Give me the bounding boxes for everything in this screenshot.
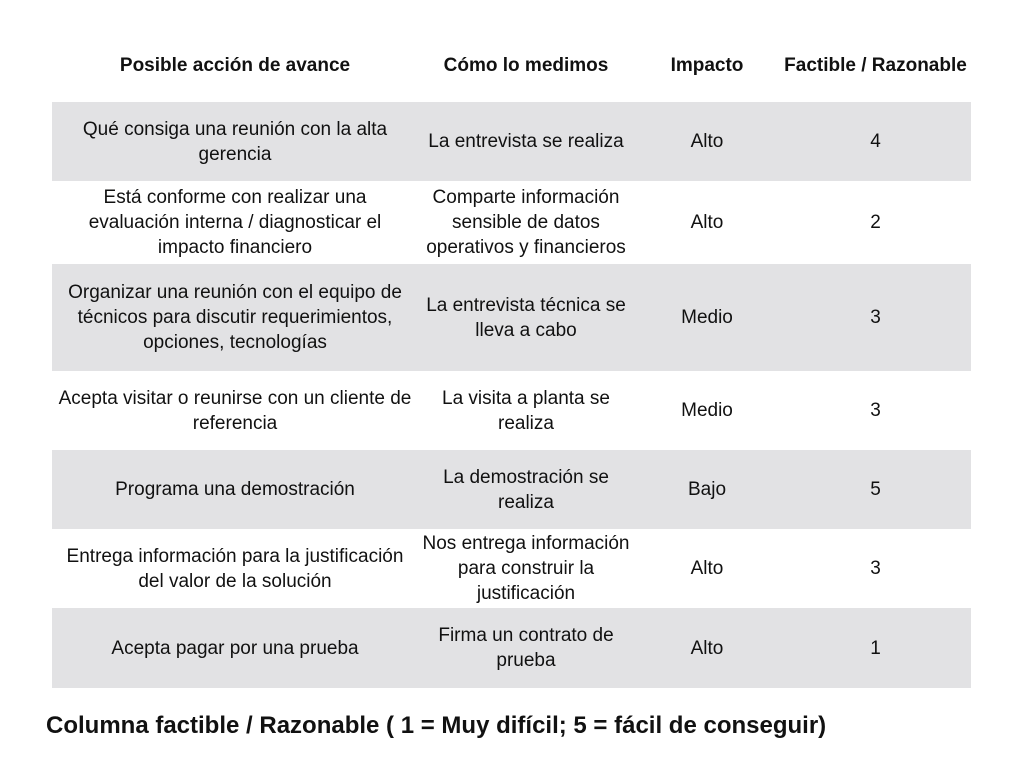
table-row (52, 450, 971, 529)
table-row (52, 608, 971, 688)
cell-factible: 1 (870, 637, 881, 659)
header-accion: Posible acción de avance (119, 54, 351, 76)
cell-factible: 3 (870, 307, 881, 328)
footnote: Columna factible / Razonable ( 1 = Muy difícil; 5 = fácil de conseguir) (46, 712, 827, 739)
table-row (52, 371, 971, 450)
cell-medida: Comparte información sensible de datos operativos y financieros (426, 187, 626, 258)
cell-accion: Organizar una reunión con el equipo de técnicos para discutir requerimientos, opciones, tecnologías (68, 282, 402, 353)
cell-medida: Firma un contrato de prueba (438, 625, 614, 671)
cell-accion: Acepta pagar por una prueba (111, 637, 359, 659)
cell-medida: La visita a planta se realiza (442, 387, 610, 434)
cell-factible: 4 (870, 131, 881, 152)
cell-impacto: Alto (690, 131, 724, 152)
cell-medida: La demostración se realiza (443, 466, 609, 513)
cell-impacto: Bajo (687, 479, 727, 500)
cell-factible: 3 (870, 400, 881, 421)
cell-medida: Nos entrega información para construir la justificación (422, 533, 630, 604)
action-table (52, 28, 971, 688)
cell-impacto: Medio (681, 400, 733, 421)
cell-factible: 2 (870, 212, 881, 233)
cell-accion: Entrega información para la justificación del valor de la solución (66, 545, 404, 592)
cell-impacto: Alto (690, 637, 724, 659)
header-factible: Factible / Razonable (784, 54, 967, 76)
cell-accion: Programa una demostración (115, 479, 355, 500)
table-row (52, 529, 971, 608)
table-header-row (52, 28, 971, 102)
cell-impacto: Alto (690, 558, 724, 579)
cell-accion: Qué consiga una reunión con la alta gerencia (82, 118, 388, 165)
cell-medida: La entrevista técnica se lleva a cabo (426, 294, 626, 341)
cell-accion: Acepta visitar o reunirse con un cliente de referencia (58, 387, 412, 434)
cell-factible: 3 (870, 558, 881, 579)
table-row (52, 264, 971, 371)
cell-impacto: Alto (690, 212, 724, 233)
table-row (52, 102, 971, 181)
cell-impacto: Medio (681, 307, 733, 328)
cell-accion: Está conforme con realizar una evaluación interna / diagnosticar el impacto financiero (88, 187, 382, 258)
header-impacto: Impacto (670, 54, 744, 76)
cell-medida: La entrevista se realiza (428, 131, 624, 152)
cell-factible: 5 (870, 479, 881, 500)
table-row (52, 181, 971, 264)
header-medida: Cómo lo medimos (443, 54, 609, 76)
